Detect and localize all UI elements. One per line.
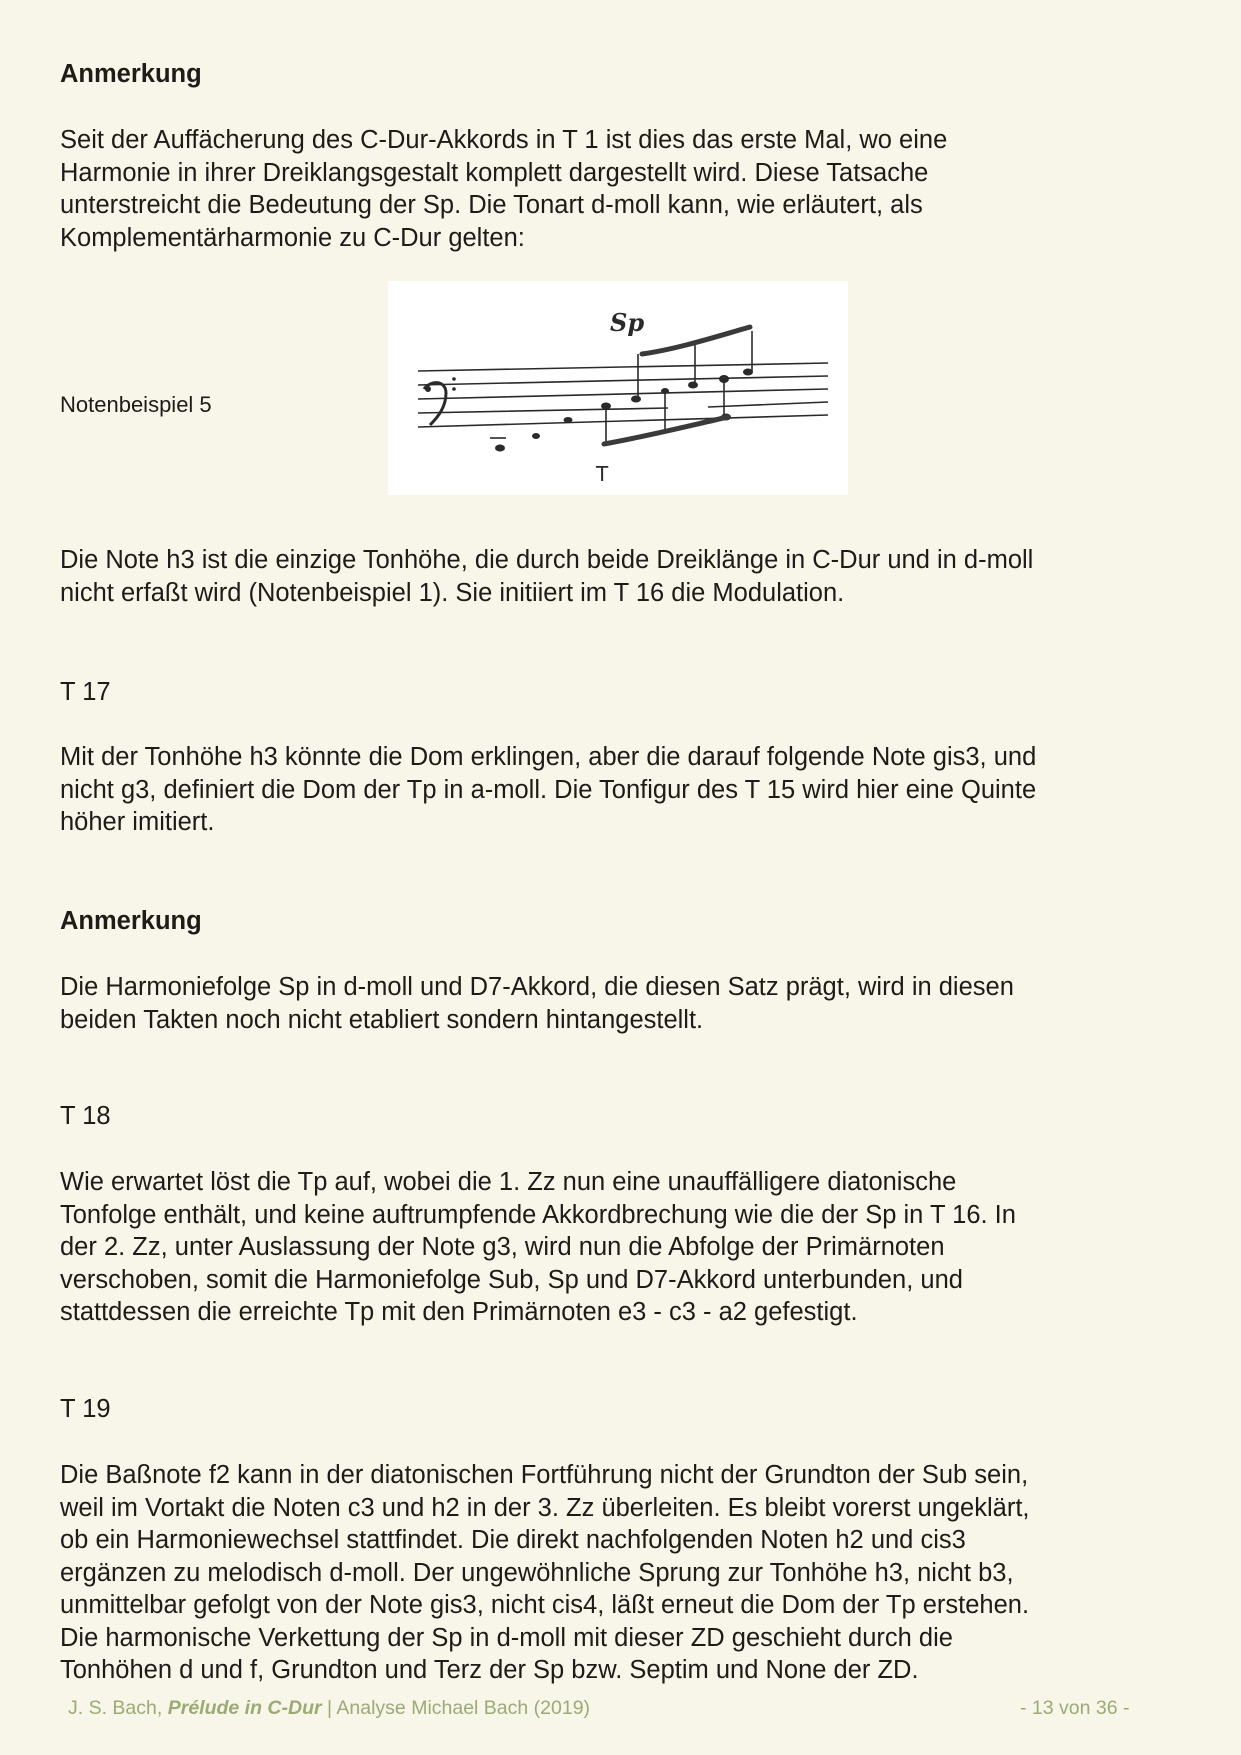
text-line: Wie erwartet löst die Tp auf, wobei die 1. Zz nun eine unauffälligere diatonische	[60, 1168, 957, 1196]
text-line: der 2. Zz, unter Auslassung der Note g3, wird nun die Abfolge der Primärnoten	[60, 1233, 945, 1261]
footer-analysis: | Analyse Michael Bach (2019)	[321, 1697, 591, 1719]
text-line: unterstreicht die Bedeutung der Sp. Die Tonart d-moll kann, wie erläutert, als	[60, 191, 923, 219]
note-head	[631, 396, 641, 403]
text-line: Die Harmoniefolge Sp in d-moll und D7-Akkord, die diesen Satz prägt, wird in diesen	[60, 973, 1014, 1001]
text-line: ob ein Harmoniewechsel stattfindet. Die direkt nachfolgenden Noten h2 und cis3	[60, 1526, 966, 1554]
text-line: ergänzen zu melodisch d-moll. Der ungewöhnliche Sprung zur Tonhöhe h3, nicht b3,	[60, 1558, 1014, 1587]
text-line: Die Baßnote f2 kann in der diatonischen Fortführung nicht der Grundton der Sub sein,	[60, 1461, 1029, 1489]
section-heading-anmerkung: Anmerkung	[60, 907, 202, 935]
figure-caption: Notenbeispiel 5	[60, 392, 212, 417]
text-line: Harmonie in ihrer Dreiklangsgestalt komplett dargestellt wird. Diese Tatsache	[60, 158, 929, 187]
text-line: verschoben, somit die Harmoniefolge Sub, Sp und D7-Akkord unterbunden, und	[60, 1265, 963, 1294]
music-notation-figure	[388, 281, 848, 495]
text-line: Tonfolge enthält, und keine auftrumpfende Akkordbrechung wie die der Sp in T 16. In	[60, 1200, 1016, 1229]
staff-line	[418, 363, 828, 371]
text-line: stattdessen die erreichte Tp mit den Primärnoten e3 - c3 - a2 gefestigt.	[60, 1298, 858, 1326]
text-line: höher imitiert.	[60, 808, 215, 836]
text-line: Mit der Tonhöhe h3 könnte die Dom erklingen, aber die darauf folgende Note gis3, und	[60, 743, 1037, 771]
harmony-label-sp: Sp	[610, 308, 645, 337]
paragraph-t17	[60, 741, 1190, 839]
section-heading-t17: T 17	[60, 678, 111, 706]
note-head	[532, 433, 540, 439]
paragraph-after-figure	[60, 544, 1190, 609]
section-heading-t18: T 18	[60, 1102, 111, 1130]
beam-upper	[642, 327, 750, 354]
section-heading-t19: T 19	[60, 1395, 111, 1423]
text-line: Komplementärharmonie zu C-Dur gelten:	[60, 223, 525, 252]
note-stems	[490, 331, 752, 443]
music-example-image	[388, 281, 848, 495]
text-line: nicht g3, definiert die Dom der Tp in a-moll. Die Tonfigur des T 15 wird hier eine Quinte	[60, 775, 1037, 804]
footer-author: J. S. Bach,	[68, 1697, 168, 1719]
page-number: - 13 von 36 -	[1020, 1697, 1130, 1719]
staff-line	[418, 376, 828, 385]
paragraph-t19	[60, 1459, 1190, 1687]
staff-lines	[418, 363, 828, 427]
text-line: nicht erfaßt wird (Notenbeispiel 1). Sie initiiert im T 16 die Modulation.	[60, 578, 845, 607]
paragraph-t18	[60, 1166, 1190, 1329]
note-head	[688, 382, 698, 389]
staff-line	[418, 389, 828, 399]
text-line: beiden Takten noch nicht etabliert sondern hintangestellt.	[60, 1005, 704, 1034]
text-line: unmittelbar gefolgt von der Note gis3, nicht cis4, läßt erneut die Dom der Tp erstehen.	[60, 1591, 1030, 1619]
text-line: Die harmonische Verkettung der Sp in d-moll mit dieser ZD geschieht durch die	[60, 1623, 953, 1652]
note-head	[495, 445, 505, 452]
note-head	[564, 417, 573, 423]
harmony-label-t: T	[596, 462, 609, 486]
footer-citation	[68, 1696, 590, 1720]
paragraph-anmerkung-2	[60, 971, 1190, 1036]
section-heading-anmerkung: Anmerkung	[60, 60, 202, 88]
staff-line	[418, 415, 828, 427]
text-line: Tonhöhen d und f, Grundton und Terz der Sp bzw. Septim und None der ZD.	[60, 1656, 919, 1684]
text-line: Die Note h3 ist die einzige Tonhöhe, die durch beide Dreiklänge in C-Dur und in d-moll	[60, 546, 1034, 574]
paragraph-anmerkung-1	[60, 124, 1190, 254]
text-line: weil im Vortakt die Noten c3 und h2 in der 3. Zz überleiten. Es bleibt vorerst ungeklärt,	[60, 1493, 1030, 1522]
footer-title: Prélude in C-Dur	[167, 1697, 322, 1719]
text-line: Seit der Auffächerung des C-Dur-Akkords in T 1 ist dies das erste Mal, wo eine	[60, 126, 948, 154]
beams	[604, 327, 750, 444]
staff-line	[418, 402, 828, 413]
